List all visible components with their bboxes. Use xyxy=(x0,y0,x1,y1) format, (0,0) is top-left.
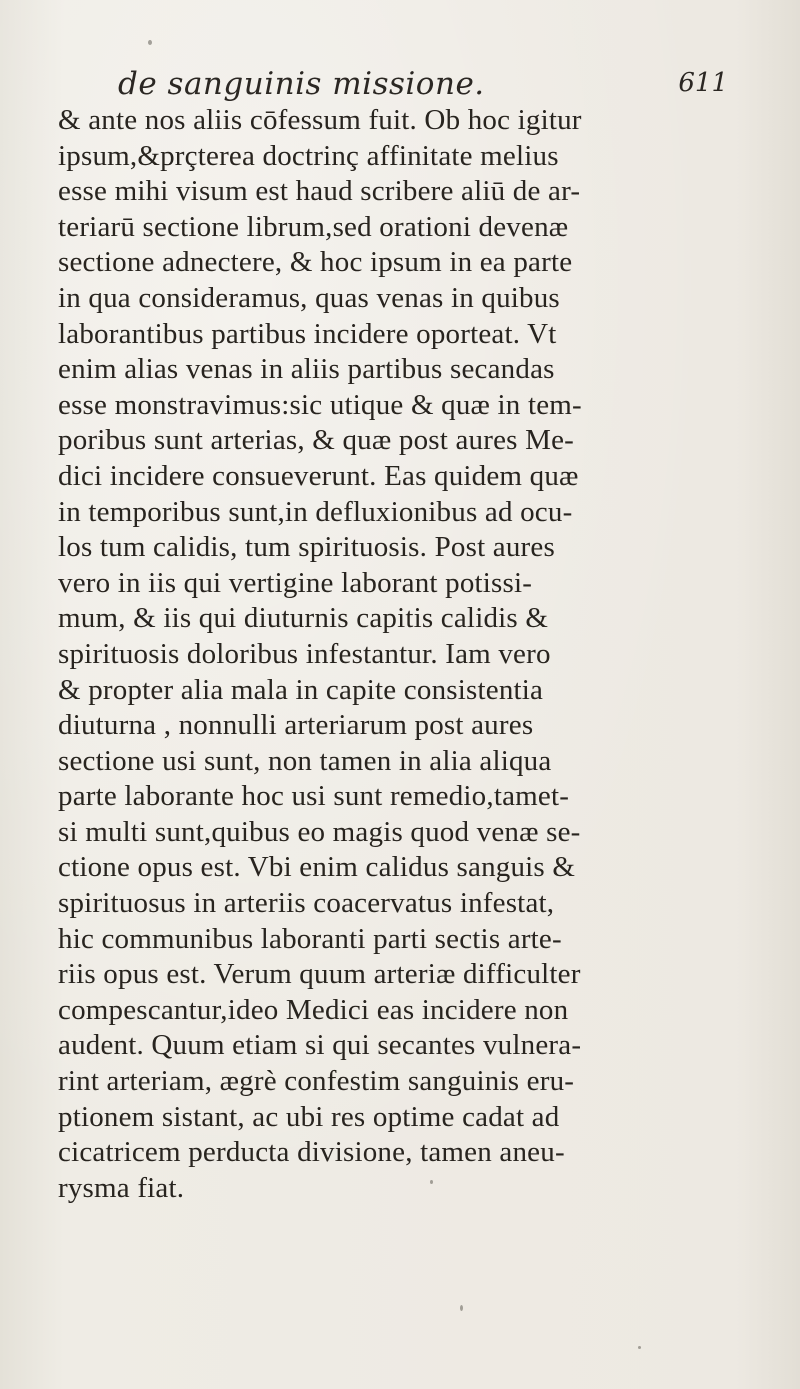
text-line: poribus sunt arterias, & quæ post aures Me- xyxy=(58,424,575,457)
text-line: rint arteriam, ægrè confestim sanguinis eru- xyxy=(58,1065,575,1098)
text-line: si multi sunt,quibus eo magis quod venæ se- xyxy=(58,815,581,848)
text-line: sectione usi sunt, non tamen in alia aliqua xyxy=(58,744,552,777)
text-line: hic communibus laboranti parti sectis arte- xyxy=(58,922,562,955)
text-line: spirituosus in arteriis coacervatus infestat, xyxy=(58,887,555,920)
text-line: enim alias venas in aliis partibus secandas xyxy=(58,353,555,386)
text-line: esse monstravimus:sic utique & quæ in tem- xyxy=(58,388,582,421)
text-line: diuturna , nonnulli arteriarum post aures xyxy=(58,709,534,742)
text-line: spirituosis doloribus infestantur. Iam vero xyxy=(58,637,551,670)
text-line: vero in iis qui vertigine laborant potissi- xyxy=(58,566,533,599)
text-line: rysma fiat. xyxy=(58,1171,185,1204)
page-number: 611 xyxy=(678,68,728,98)
text-line: mum, & iis qui diuturnis capitis calidis & xyxy=(58,602,549,635)
text-line: parte laborante hoc usi sunt remedio,tamet- xyxy=(58,780,570,813)
text-line: sectione adnectere, & hoc ipsum in ea parte xyxy=(58,246,573,279)
paper-speck xyxy=(638,1346,641,1349)
text-line: in qua consideramus, quas venas in quibus xyxy=(58,281,560,314)
text-line: laborantibus partibus incidere oporteat. Vt xyxy=(58,317,557,350)
text-line: compescantur,ideo Medici eas incidere non xyxy=(58,993,569,1026)
paper-speck xyxy=(148,40,152,45)
text-line: los tum calidis, tum spirituosis. Post aures xyxy=(58,531,555,564)
text-line: audent. Quum etiam si qui secantes vulnera- xyxy=(58,1029,582,1062)
text-line: ctione opus est. Vbi enim calidus sanguis & xyxy=(58,851,576,884)
text-line: cicatricem perducta divisione, tamen aneu- xyxy=(58,1136,565,1169)
body-text xyxy=(58,103,748,1206)
page-header xyxy=(118,66,728,106)
text-line: teriarū sectione librum,sed orationi devenæ xyxy=(58,210,569,243)
paper-speck xyxy=(430,1180,433,1184)
text-line: & ante nos aliis cōfessum fuit. Ob hoc igitur xyxy=(58,104,582,136)
text-line: riis opus est. Verum quum arteriæ difficulter xyxy=(58,958,581,991)
text-line: esse mihi visum est haud scribere aliū de ar- xyxy=(58,175,581,208)
running-title: de sanguinis missione. xyxy=(118,66,485,102)
text-line: dici incidere consueverunt. Eas quidem quæ xyxy=(58,459,579,492)
text-line: in temporibus sunt,in defluxionibus ad ocu- xyxy=(58,495,573,528)
text-line: ipsum,&prçterea doctrinç affinitate melius xyxy=(58,139,559,172)
paper-speck xyxy=(460,1305,463,1311)
text-line: & propter alia mala in capite consistentia xyxy=(58,673,544,706)
text-line: ptionem sistant, ac ubi res optime cadat ad xyxy=(58,1100,560,1133)
